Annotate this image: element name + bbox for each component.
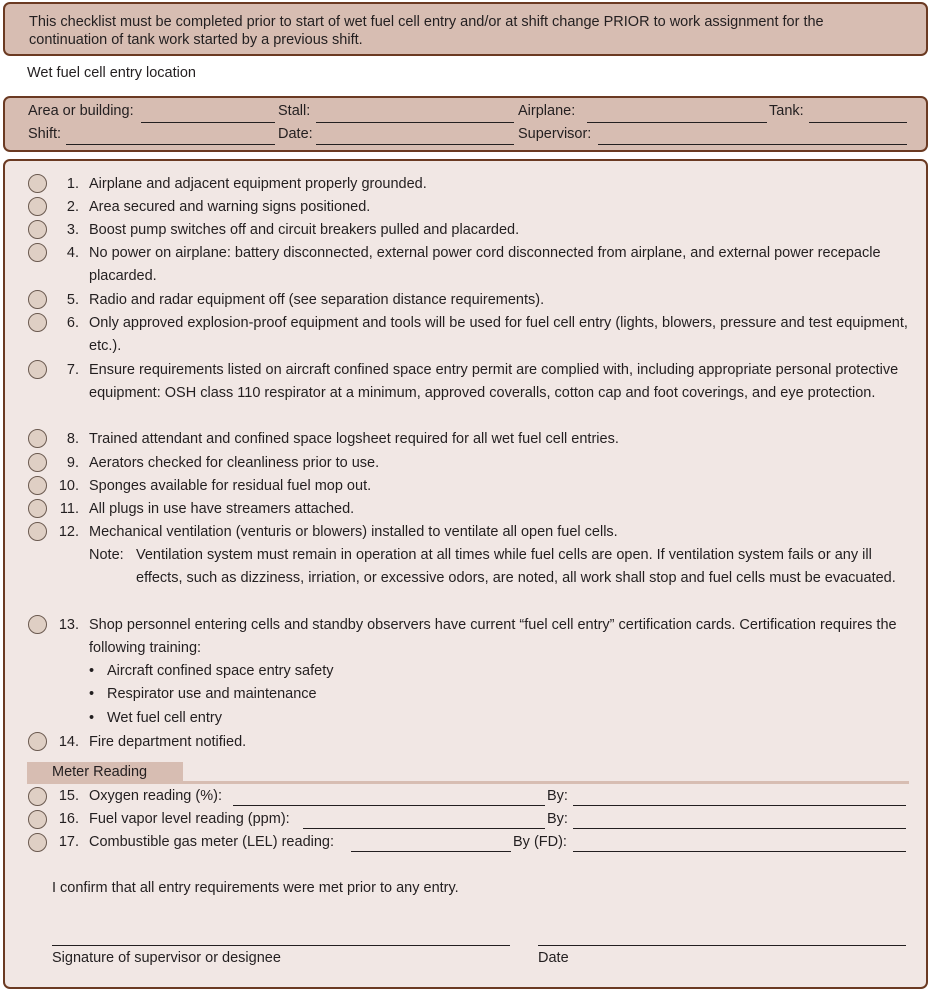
item-number: 13. bbox=[58, 617, 79, 633]
item-number: 4. bbox=[66, 245, 79, 261]
checkbox-circle-icon[interactable] bbox=[28, 360, 47, 379]
checkbox-circle-icon[interactable] bbox=[28, 499, 47, 518]
airplane-label: Airplane: bbox=[518, 103, 576, 119]
supervisor-label: Supervisor: bbox=[518, 126, 592, 142]
checkbox-circle-icon[interactable] bbox=[28, 174, 47, 193]
checkbox-circle-icon[interactable] bbox=[28, 313, 47, 332]
meter-reading-divider bbox=[27, 781, 909, 784]
meter-reading-heading: Meter Reading bbox=[27, 762, 183, 782]
lel-reading-field[interactable] bbox=[351, 851, 511, 852]
supervisor-field[interactable] bbox=[598, 144, 907, 145]
item-number: 8. bbox=[66, 431, 79, 447]
checkbox-circle-icon[interactable] bbox=[28, 220, 47, 239]
airplane-field[interactable] bbox=[587, 122, 767, 123]
confirmation-text: I confirm that all entry requirements were met prior to any entry. bbox=[52, 880, 459, 896]
checkbox-circle-icon[interactable] bbox=[28, 732, 47, 751]
oxygen-by-field[interactable] bbox=[573, 805, 906, 806]
item-text: Mechanical ventilation (venturis or blowers) installed to ventilate all open fuel cells. bbox=[89, 524, 618, 540]
item-text: Area secured and warning signs positioned. bbox=[89, 199, 371, 215]
item-number: 9. bbox=[66, 455, 79, 471]
shift-label: Shift: bbox=[28, 126, 62, 142]
item-text: Airplane and adjacent equipment properly grounded. bbox=[89, 176, 427, 192]
tank-label: Tank: bbox=[769, 103, 804, 119]
fuel-vapor-by-field[interactable] bbox=[573, 828, 906, 829]
bullet-icon: • bbox=[89, 686, 95, 702]
item-number: 15. bbox=[58, 788, 79, 804]
bullet-text: Aircraft confined space entry safety bbox=[107, 663, 334, 679]
item-text: No power on airplane: battery disconnected, external power cord disconnected from airplane, and external power recepacle placarded. bbox=[89, 245, 881, 285]
item-number: 7. bbox=[66, 362, 79, 378]
by-label: By: bbox=[547, 788, 568, 804]
item-number: 17. bbox=[58, 834, 79, 850]
area-field[interactable] bbox=[141, 122, 275, 123]
item-number: 3. bbox=[66, 222, 79, 238]
checkbox-circle-icon[interactable] bbox=[28, 615, 47, 634]
location-box bbox=[3, 96, 928, 152]
oxygen-reading-field[interactable] bbox=[233, 805, 545, 806]
stall-label: Stall: bbox=[278, 103, 311, 119]
item-number: 2. bbox=[66, 199, 79, 215]
checkbox-circle-icon[interactable] bbox=[28, 833, 47, 852]
item-text: All plugs in use have streamers attached. bbox=[89, 501, 355, 517]
item-number: 11. bbox=[59, 501, 79, 517]
bullet-text: Respirator use and maintenance bbox=[107, 686, 317, 702]
item-number: 6. bbox=[66, 315, 79, 331]
signature-date-field[interactable] bbox=[538, 945, 906, 946]
item-text: Sponges available for residual fuel mop out. bbox=[89, 478, 372, 494]
checkbox-circle-icon[interactable] bbox=[28, 476, 47, 495]
item-number: 5. bbox=[66, 292, 79, 308]
item-text: Only approved explosion-proof equipment and tools will be used for fuel cell entry (lights, blowers, pressure and test equipment, etc.). bbox=[89, 315, 908, 355]
checkbox-circle-icon[interactable] bbox=[28, 453, 47, 472]
signature-field[interactable] bbox=[52, 945, 510, 946]
location-heading: Wet fuel cell entry location bbox=[27, 65, 196, 81]
area-label: Area or building: bbox=[28, 103, 134, 119]
meter-label: Combustible gas meter (LEL) reading: bbox=[89, 834, 335, 850]
shift-field[interactable] bbox=[66, 144, 275, 145]
note-label: Note: bbox=[89, 547, 124, 563]
meter-label: Fuel vapor level reading (ppm): bbox=[89, 811, 290, 827]
intro-text: This checklist must be completed prior to start of wet fuel cell entry and/or at shift change PRIOR to work assignment for the continuation of tank work started by a previous shift. bbox=[29, 14, 824, 48]
item-number: 16. bbox=[58, 811, 79, 827]
item-number: 10. bbox=[58, 478, 79, 494]
signature-date-label: Date bbox=[538, 950, 569, 966]
item-number: 14. bbox=[58, 734, 79, 750]
stall-field[interactable] bbox=[316, 122, 514, 123]
item-text: Trained attendant and confined space logsheet required for all wet fuel cell entries. bbox=[89, 431, 619, 447]
checkbox-circle-icon[interactable] bbox=[28, 787, 47, 806]
signature-label: Signature of supervisor or designee bbox=[52, 950, 281, 966]
meter-label: Oxygen reading (%): bbox=[89, 788, 222, 804]
item-number: 1. bbox=[66, 176, 79, 192]
date-field[interactable] bbox=[316, 144, 514, 145]
item-text: Aerators checked for cleanliness prior to use. bbox=[89, 455, 380, 471]
checkbox-circle-icon[interactable] bbox=[28, 429, 47, 448]
checkbox-circle-icon[interactable] bbox=[28, 243, 47, 262]
checkbox-circle-icon[interactable] bbox=[28, 197, 47, 216]
tank-field[interactable] bbox=[809, 122, 907, 123]
lel-by-field[interactable] bbox=[573, 851, 906, 852]
date-label: Date: bbox=[278, 126, 313, 142]
checkbox-circle-icon[interactable] bbox=[28, 290, 47, 309]
checkbox-circle-icon[interactable] bbox=[28, 522, 47, 541]
item-text: Ensure requirements listed on aircraft confined space entry permit are complied with, including appropriate personal protective equipment: OSH class 110 respirator at a minimum, approved coveralls, cotton cap and foot coverings, and eye protection. bbox=[89, 362, 899, 402]
bullet-icon: • bbox=[89, 663, 95, 679]
item-text: Shop personnel entering cells and standby observers have current “fuel cell entry” certification cards. Certification requires the following training: bbox=[89, 617, 897, 657]
bullet-icon: • bbox=[89, 710, 95, 726]
item-text: Radio and radar equipment off (see separation distance requirements). bbox=[89, 292, 545, 308]
fuel-vapor-reading-field[interactable] bbox=[303, 828, 545, 829]
item-text: Boost pump switches off and circuit breakers pulled and placarded. bbox=[89, 222, 520, 238]
by-label: By: bbox=[547, 811, 568, 827]
item-text: Fire department notified. bbox=[89, 734, 247, 750]
bullet-text: Wet fuel cell entry bbox=[107, 710, 222, 726]
note-text: Ventilation system must remain in operation at all times while fuel cells are open. If ventilation system fails or any ill effects, such as dizziness, irriation, or excessive odors, are noted, all work shall stop and fuel cells must be evacuated. bbox=[136, 547, 896, 587]
checkbox-circle-icon[interactable] bbox=[28, 810, 47, 829]
item-number: 12. bbox=[58, 524, 79, 540]
intro-box bbox=[3, 2, 928, 56]
checklist-box bbox=[3, 159, 928, 989]
by-label: By (FD): bbox=[513, 834, 567, 850]
